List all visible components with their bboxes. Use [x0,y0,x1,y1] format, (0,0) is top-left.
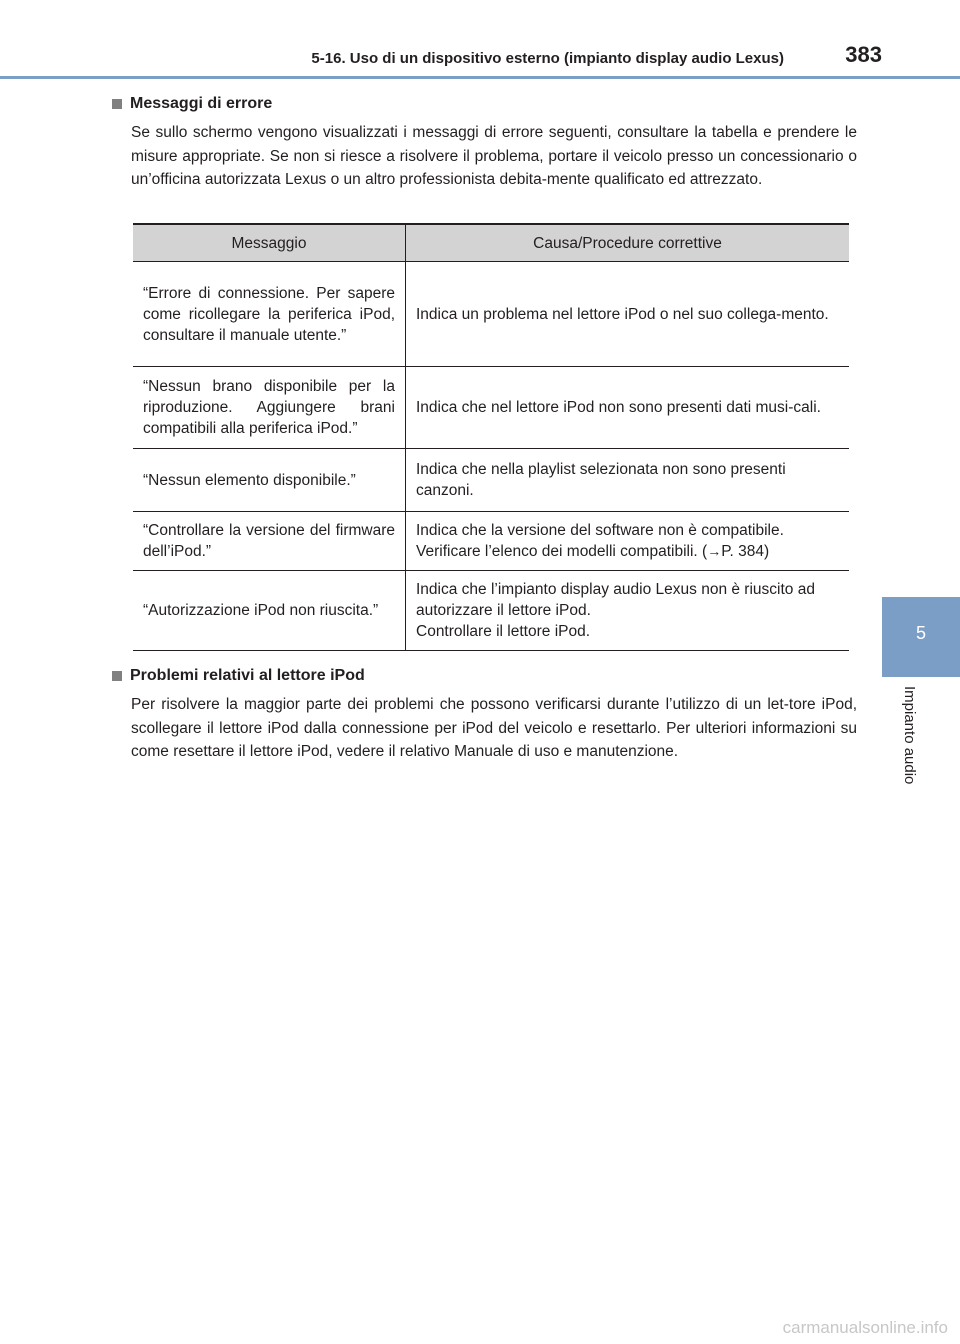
error-messages-intro: Se sullo schermo vengono visualizzati i messaggi di errore seguenti, consultare la tabella e prendere le misure appropriate. Se non si riesce a risolvere il problema, portare il veicolo presso un concessionario o un’officina autorizzata Lexus o un altro professionista debita-mente qualificato ed attrezzato. [131,124,857,188]
square-bullet-icon [112,99,122,109]
message-cell: “Controllare la versione del firmware dell’iPod.” [133,512,406,571]
cause-line: Indica che l’impianto display audio Lexus non è riuscito ad autorizzare il lettore iPod. [416,581,815,619]
ipod-problems-heading [112,665,857,687]
error-messages-heading-text: Messaggi di errore [130,95,273,112]
cause-cell [406,512,850,571]
cause-cell [406,571,850,651]
page-number: 383 [845,42,882,67]
table-header-row [133,224,849,262]
column-header-cause: Causa/Procedure correttive [406,224,850,262]
cause-line-text: Verificare l’elenco dei modelli compatibili. ( [416,543,708,560]
cause-cell: Indica che nel lettore iPod non sono presenti dati musi-cali. [406,367,850,449]
error-messages-section [112,93,857,192]
header-rule [0,76,960,79]
table-row [133,449,849,512]
column-header-message: Messaggio [133,224,406,262]
error-message-table [133,223,849,651]
chapter-tab-number: 5 [915,623,926,643]
arrow-right-icon: → [707,543,722,559]
watermark: carmanualsonline.info [782,1318,948,1337]
message-cell: “Nessun brano disponibile per la riproduzione. Aggiungere brani compatibili alla periferica iPod.” [133,367,406,449]
ipod-problems-heading-text: Problemi relativi al lettore iPod [130,667,365,684]
chapter-tab-label: Impianto audio [901,686,918,785]
message-cell: “Errore di connessione. Per sapere come ricollegare la periferica iPod, consultare il manuale utente.” [133,262,406,367]
cause-line [416,541,839,562]
cause-line: Indica che la versione del software non è compatibile. [416,522,784,539]
page-reference-link[interactable]: P. 384) [721,543,770,560]
cause-line: Controllare il lettore iPod. [416,623,591,640]
ipod-problems-body: Per risolvere la maggior parte dei problemi che possono verificarsi durante l’utilizzo di un let-tore iPod, scollegare il lettore iPod dalla connessione per iPod del veicolo e resettarlo. Per ulteriori informazioni su come resettare il lettore iPod, vedere il relativo Manuale di uso e manutenzione. [131,696,857,760]
table-row [133,367,849,449]
chapter-title: 5-16. Uso di un dispositivo esterno (impianto display audio Lexus) [311,50,784,67]
chapter-tab [882,597,960,677]
message-cell: “Autorizzazione iPod non riuscita.” [133,571,406,651]
table-row [133,262,849,367]
cause-cell: Indica che nella playlist selezionata non sono presenti canzoni. [406,449,850,512]
table-row [133,571,849,651]
message-cell: “Nessun elemento disponibile.” [133,449,406,512]
table-row [133,512,849,571]
error-messages-heading [112,93,857,115]
cause-cell: Indica un problema nel lettore iPod o nel suo collega-mento. [406,262,850,367]
square-bullet-icon [112,671,122,681]
ipod-problems-section [112,665,857,764]
